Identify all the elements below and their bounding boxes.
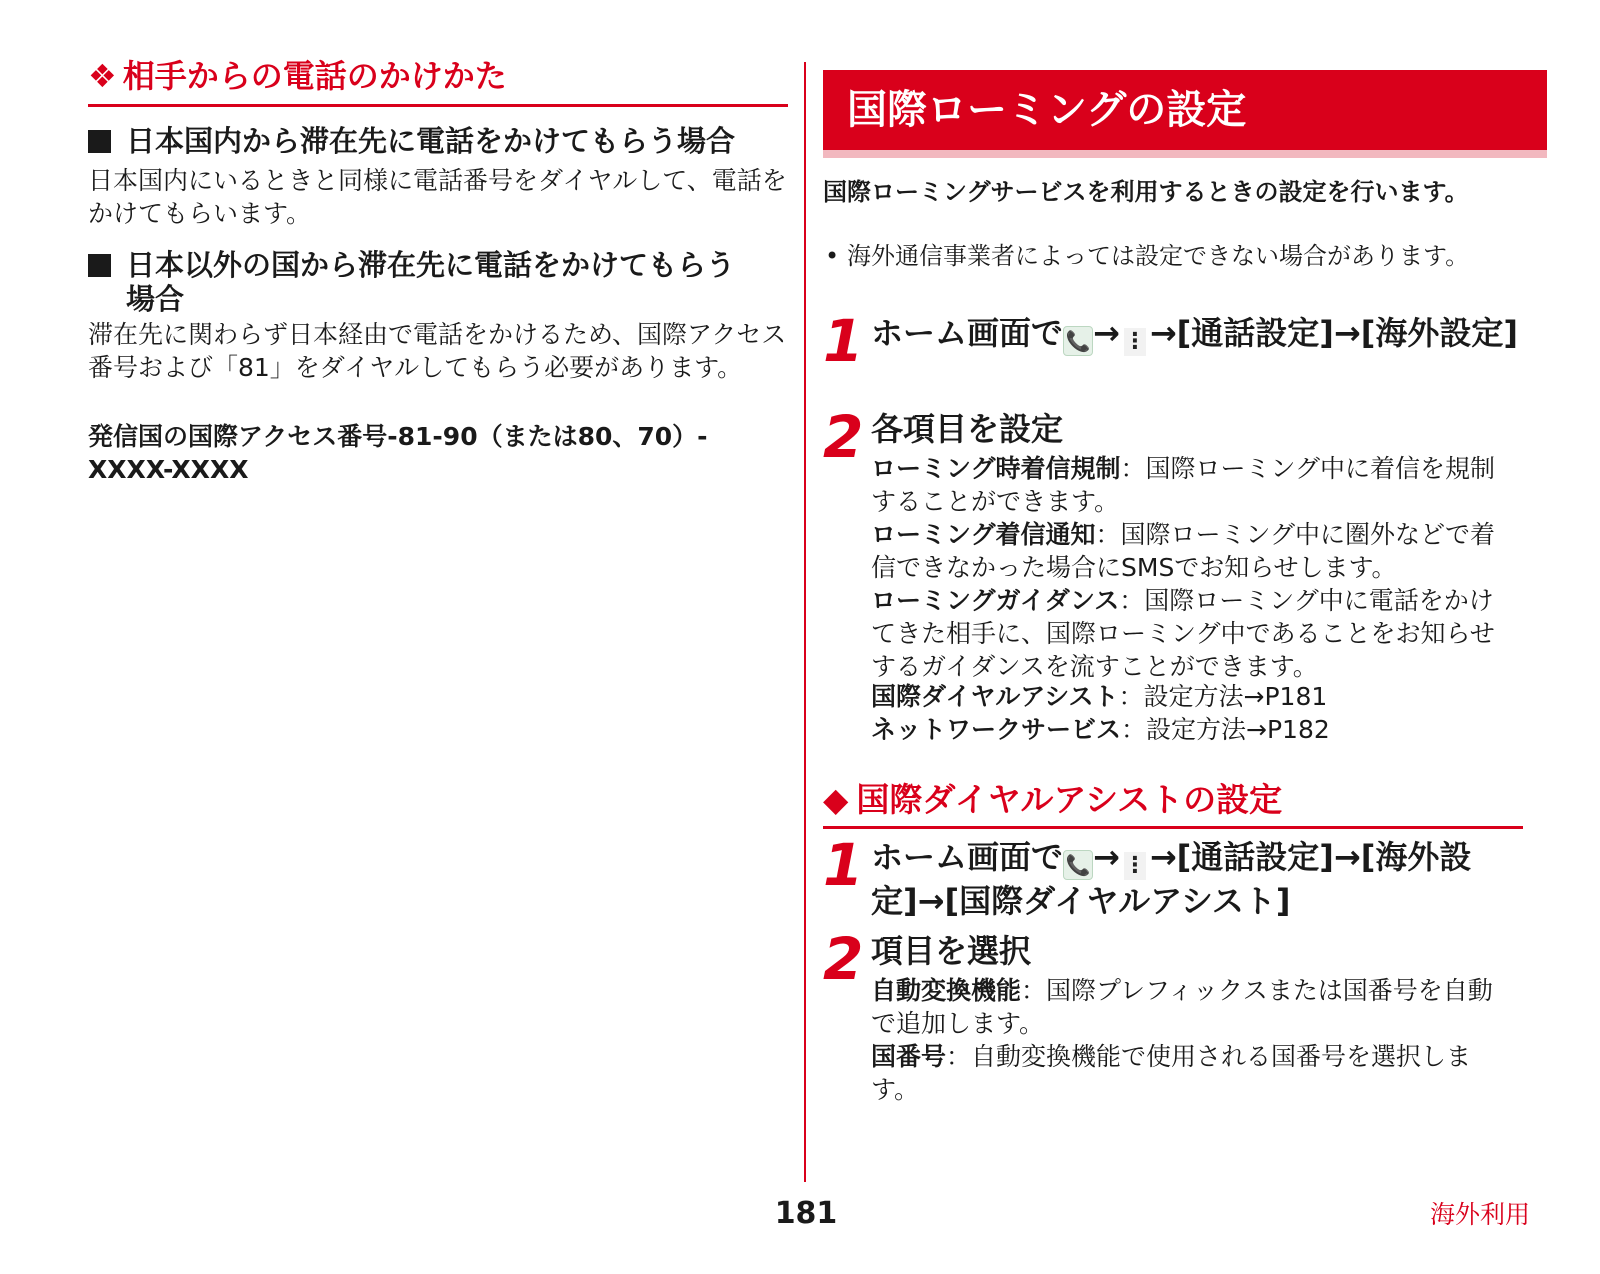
setting-item <box>871 680 1511 713</box>
step-instruction: 各項目を設定 <box>871 410 1064 448</box>
setting-description: ：設定方法→P182 <box>1121 715 1330 744</box>
section-heading-text: 国際ダイヤルアシストの設定 <box>856 780 1283 819</box>
step-instruction <box>871 312 1521 356</box>
step-number: 1 <box>823 831 864 899</box>
dial-format: 発信国の国際アクセス番号-81-90（または80、70）-XXXX-XXXX <box>88 422 708 484</box>
step-instruction-prefix: ホーム画面で <box>871 838 1064 876</box>
block-text-from-japan: 日本国内にいるときと同様に電話番号をダイヤルして、電話をかけてもらいます。 <box>88 166 787 228</box>
setting-label: ローミング時着信規制 <box>871 454 1121 483</box>
step-number: 2 <box>823 925 864 993</box>
setting-item <box>871 713 1511 746</box>
setting-item <box>871 518 1511 584</box>
step-number: 1 <box>823 307 864 375</box>
setting-label: 国番号 <box>871 1042 947 1071</box>
setting-description: ：設定方法→P181 <box>1118 682 1328 711</box>
note-bullet <box>823 240 1503 273</box>
setting-description: ：国際ローミング中に圏外などで着信できなかった場合にSMSでお知らせします。 <box>871 520 1496 582</box>
note-text: 海外通信事業者によっては設定できない場合があります。 <box>847 242 1470 270</box>
section-banner-roaming-settings: 国際ローミングの設定 <box>823 70 1547 158</box>
step-instruction-suffix: →[通話設定]→[海外設定] <box>1149 314 1518 352</box>
block-heading-from-abroad <box>88 248 750 316</box>
square-bullet-icon <box>88 254 111 277</box>
sub-heading-text: 相手からの電話のかけかた <box>122 57 507 95</box>
phone-app-icon: 📞 <box>1063 326 1093 356</box>
sub-heading-incoming-calls <box>88 56 788 107</box>
setting-description: ：国際プレフィックスまたは国番号を自動で追加します。 <box>871 976 1493 1038</box>
setting-label: ネットワークサービス <box>871 715 1122 744</box>
block-heading-text: 日本以外の国から滞在先に電話をかけてもらう場合 <box>126 248 736 316</box>
section-heading-dial-assist <box>823 780 1523 829</box>
diamond-icon: ◆ <box>823 780 849 819</box>
setting-description: ：自動変換機能で使用される国番号を選択します。 <box>871 1042 1472 1104</box>
more-options-icon: ⋮ <box>1123 853 1146 878</box>
arrow: → <box>1093 838 1120 876</box>
step-instruction <box>871 836 1521 922</box>
step-instruction: 項目を選択 <box>871 932 1032 970</box>
block-heading-from-japan <box>88 124 750 158</box>
setting-description: ：国際ローミング中に着信を規制することができます。 <box>871 454 1496 516</box>
square-bullet-icon <box>88 130 111 153</box>
setting-item <box>871 1040 1511 1106</box>
page-number: 181 <box>774 1196 838 1231</box>
setting-label: 自動変換機能 <box>871 976 1022 1005</box>
block-heading-text: 日本国内から滞在先に電話をかけてもらう場合 <box>126 124 736 158</box>
intro-text: 国際ローミングサービスを利用するときの設定を行います。 <box>823 178 1469 206</box>
column-divider <box>804 62 806 1182</box>
step-instruction-suffix: →[通話設定]→[海外設定]→[国際ダイヤルアシスト] <box>871 838 1472 920</box>
setting-item <box>871 974 1511 1040</box>
step-number: 2 <box>823 403 864 471</box>
setting-label: 国際ダイヤルアシスト <box>871 682 1119 711</box>
setting-description: ：国際ローミング中に電話をかけてきた相手に、国際ローミング中であることをお知らせするガイダンスを流すことができます。 <box>871 586 1495 681</box>
setting-item <box>871 584 1511 683</box>
step-instruction-prefix: ホーム画面で <box>871 314 1064 352</box>
diamond-ornament-icon: ❖ <box>88 57 117 95</box>
setting-label: ローミング着信通知 <box>871 520 1096 549</box>
setting-item <box>871 452 1511 518</box>
more-options-icon: ⋮ <box>1123 329 1146 354</box>
bullet-dot-icon: • <box>825 242 840 270</box>
arrow: → <box>1093 314 1120 352</box>
setting-label: ローミングガイダンス <box>871 586 1120 615</box>
block-text-from-abroad: 滞在先に関わらず日本経由で電話をかけるため、国際アクセス番号および「81」をダイヤルしてもらう必要があります。 <box>88 320 787 382</box>
phone-app-icon: 📞 <box>1063 850 1093 880</box>
chapter-label: 海外利用 <box>1429 1200 1530 1229</box>
